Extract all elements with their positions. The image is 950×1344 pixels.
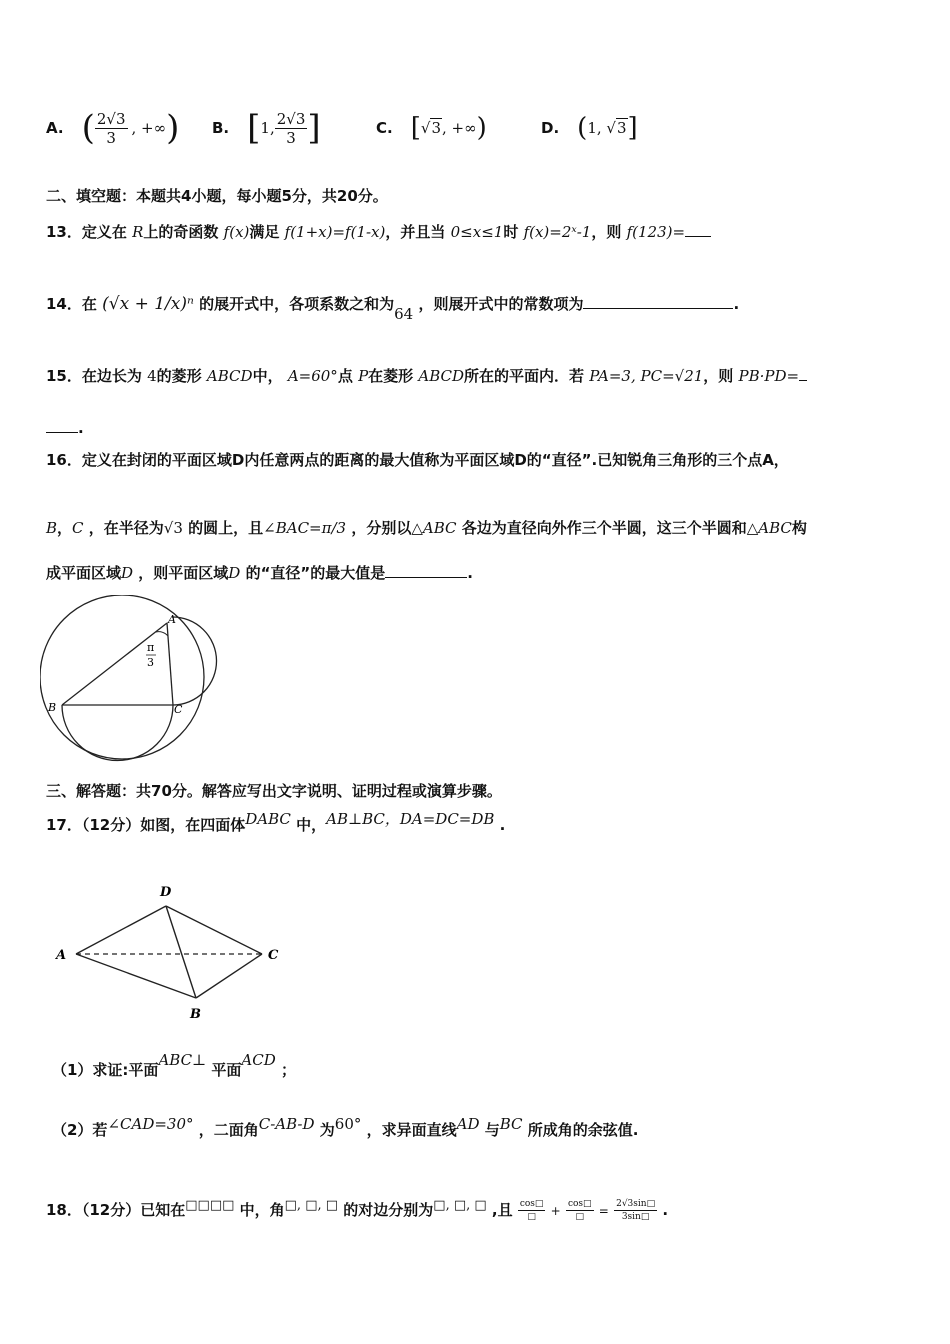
question-17: 17．（12分）如图，在四面体DABC 中，AB⊥BC，DA=DC=DB . (46, 810, 506, 834)
label-b: B (190, 1007, 201, 1022)
question-17-part-1: （1）求证:平面ABC⊥ 平面ACD ； (52, 1051, 296, 1079)
option-d: D. ( 1, √3 ] (541, 113, 638, 143)
label-a: A (56, 948, 67, 963)
question-17-part-2: （2）若∠CAD=30° ，二面角C-AB-D 为60° ，求异面直线AD 与BC 所成角的余弦值. (52, 1115, 639, 1139)
question-13: 13．定义在 R上的奇函数 f(x)满足 f(1+x)=f(1-x)，并且当 0≤x≤1时 f(x)=2ˣ-1，则 f(123)= (46, 222, 711, 242)
option-c: C. [ √3, +∞ ) (376, 113, 487, 143)
figure-tetrahedron (50, 878, 290, 1023)
label-a: A (168, 613, 176, 626)
question-15: 15．在边长为 4的菱形 ABCD中， A=60°点 P在菱形 ABCD所在的平面内．若 PA=3, PC=√21，则 PB·PD= (46, 366, 807, 386)
question-14: 14．在 (√x + 1/x)ⁿ 的展开式中，各项系数之和为64 ，则展开式中的常数项为 . (46, 294, 740, 323)
label-c: C (174, 703, 183, 716)
circumcircle (40, 595, 204, 759)
question-16-line-3: 成平面区域D ，则平面区域D 的“直径”的最大值是 . (46, 564, 473, 582)
semicircle-ac (172, 617, 217, 705)
label-b: B (48, 701, 57, 714)
option-b: B. [ 1, $\frac{2√3}{3}$ ] (212, 108, 321, 148)
section-3-heading: 三、解答题：共70分。解答应写出文字说明、证明过程或演算步骤。 (46, 782, 502, 800)
angle-arc (156, 632, 168, 636)
edge-ad (76, 906, 166, 954)
section-2-heading: 二、填空题：本题共4小题，每小题5分，共20分。 (46, 187, 388, 205)
label-d: D (160, 885, 172, 900)
edge-ab (76, 954, 196, 998)
question-15-blank: . (46, 418, 84, 438)
edge-bc (196, 954, 262, 998)
angle-numerator: π (147, 641, 155, 654)
angle-denominator: 3 (147, 656, 154, 669)
option-a: A. ( $\frac{2√3}{3}$ , +∞ ) (46, 108, 180, 148)
edge-db (166, 906, 196, 998)
question-16-line-2: B，C ，在半径为√3 的圆上，且∠BAC=π/3 ，分别以△ABC 各边为直径向外作三个半圆，这三个半圆和△ABC构 (46, 519, 807, 537)
figure-circle-triangle (40, 595, 220, 765)
edge-dc (166, 906, 262, 954)
label-c: C (268, 948, 279, 963)
question-16-line-1: 16．定义在封闭的平面区域D内任意两点的距离的最大值称为平面区域D的“直径”.已知锐角三角形的三个点A， (46, 451, 789, 469)
question-18: 18．（12分）已知在□□□□ 中，角□, □, □ 的对边分别为□, □, □ ,且 $\frac{\cos□}{□}$ + $\frac{\cos□}{□}$ = $\frac{2√3\sin□}{3\sin□}$ . (46, 1198, 669, 1222)
semicircle-bc (62, 705, 173, 761)
